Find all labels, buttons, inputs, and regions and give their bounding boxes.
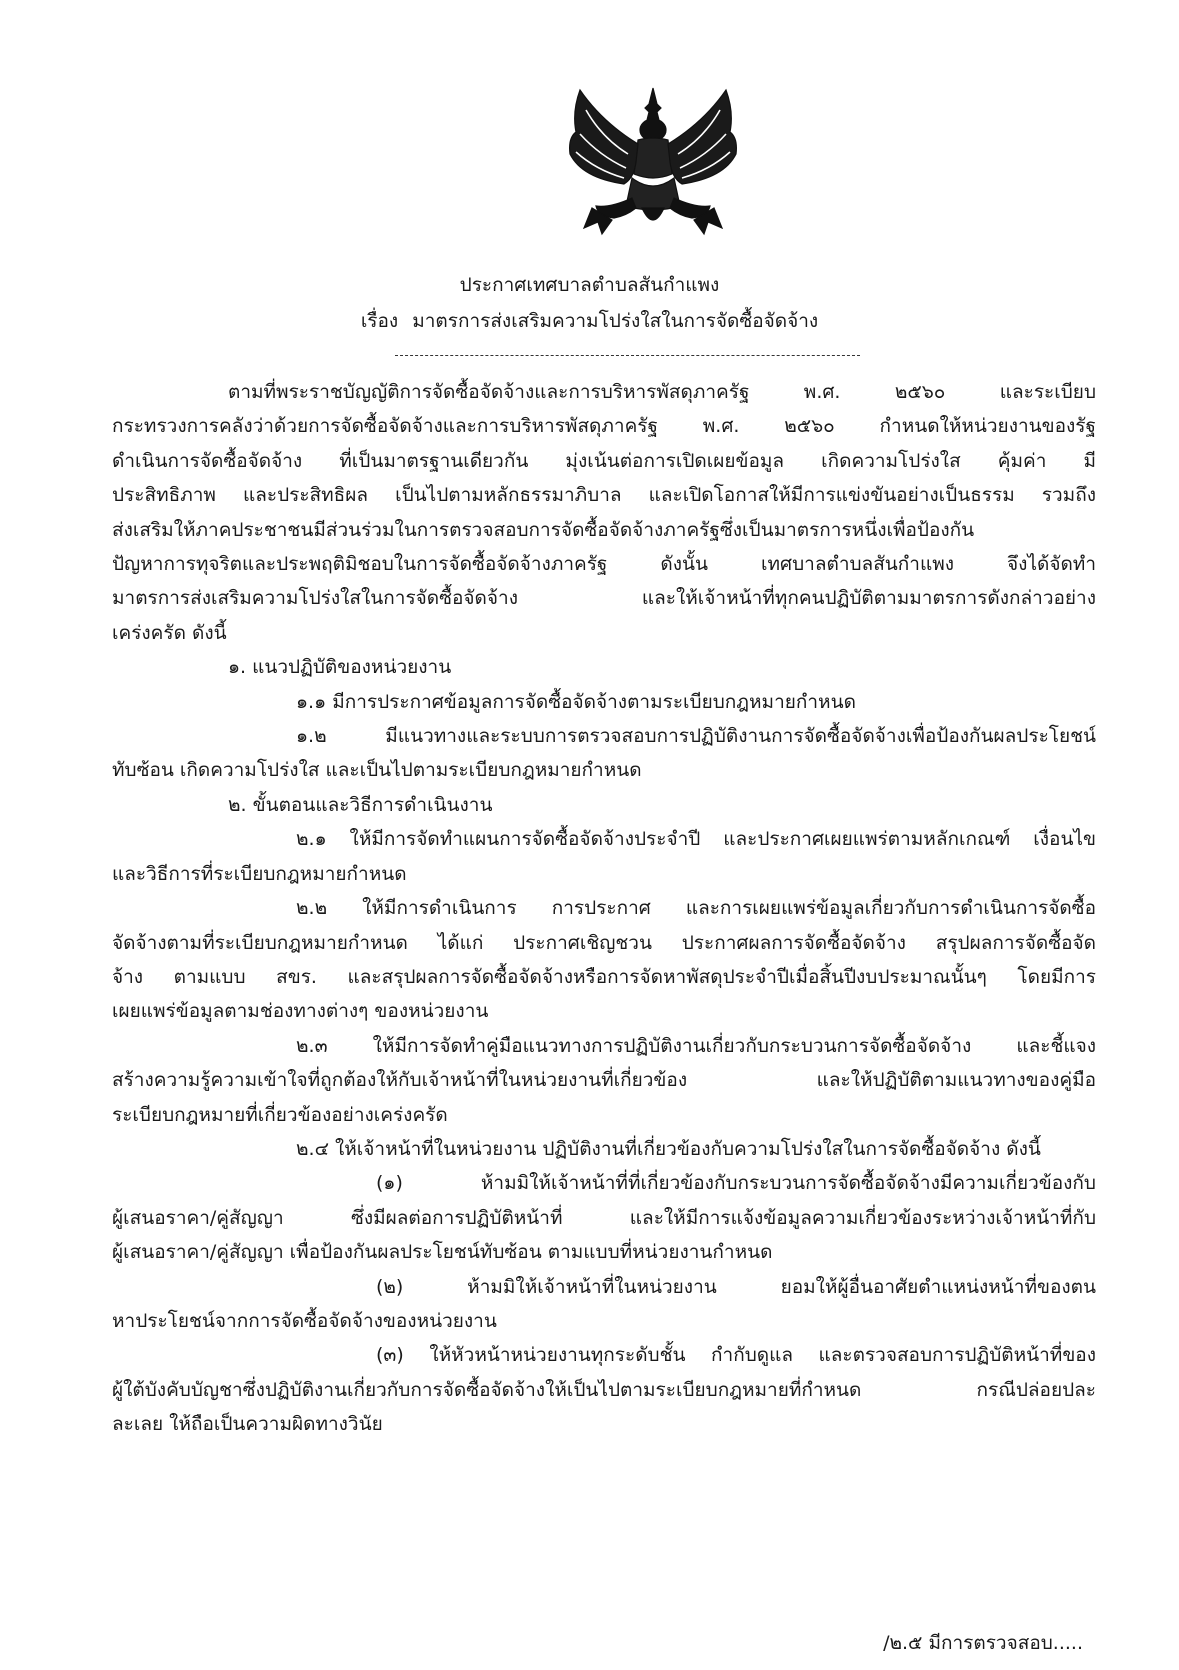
- section2-sub1-line: ผู้เสนอราคา/คู่สัญญา ซึ่งมีผลต่อการปฏิบัติหน้าที่ และให้มีการแจ้งข้อมูลความเกี่ยวข้องระหว่างเจ้าหน้าที่กับ: [112, 1206, 1096, 1229]
- section2-sub2-line: (๒) ห้ามมิให้เจ้าหน้าที่ในหน่วยงาน ยอมให้ผู้อื่นอาศัยตำแหน่งหน้าที่ของตน: [376, 1275, 1096, 1298]
- section1-heading: ๑. แนวปฏิบัติของหน่วยงาน: [228, 656, 452, 679]
- section2-item2-line: ๒.๒ ให้มีการดำเนินการ การประกาศ และการเผยแพร่ข้อมูลเกี่ยวกับการดำเนินการจัดซื้อ: [296, 897, 1096, 920]
- section2-item3-line: สร้างความรู้ความเข้าใจที่ถูกต้องให้กับเจ้าหน้าที่ในหน่วยงานที่เกี่ยวข้อง และให้ปฏิบัติตามแนวทางของคู่มือ: [112, 1069, 1096, 1092]
- section2-sub3-line: ผู้ใต้บังคับบัญชาซึ่งปฏิบัติงานเกี่ยวกับการจัดซื้อจัดจ้างให้เป็นไปตามระเบียบกฎหมายที่กำหนด กรณีปล่อยปละ: [112, 1378, 1096, 1401]
- intro-line: กระทรวงการคลังว่าด้วยการจัดซื้อจัดจ้างและการบริหารพัสดุภาครัฐ พ.ศ. ๒๕๖๐ กำหนดให้หน่วยงานของรัฐ: [112, 415, 1096, 438]
- subject-text: มาตรการส่งเสริมความโปร่งใสในการจัดซื้อจัดจ้าง: [412, 310, 819, 332]
- section2-item3-line: ๒.๓ ให้มีการจัดทำคู่มือแนวทางการปฏิบัติงานเกี่ยวกับกระบวนการจัดซื้อจัดจ้าง และชี้แจง: [296, 1034, 1096, 1057]
- section2-item1-line: ๒.๑ ให้มีการจัดทำแผนการจัดซื้อจัดจ้างประจำปี และประกาศเผยแพร่ตามหลักเกณฑ์ เงื่อนไข: [296, 828, 1096, 851]
- section2-sub2-line: หาประโยชน์จากการจัดซื้อจัดจ้างของหน่วยงาน: [112, 1309, 497, 1332]
- section2-item4: ๒.๔ ให้เจ้าหน้าที่ในหน่วยงาน ปฏิบัติงานที่เกี่ยวข้องกับความโปร่งใสในการจัดซื้อจัดจ้าง ดังนี้: [296, 1137, 1041, 1160]
- document-body: [112, 375, 1096, 1442]
- subject-label: เรื่อง: [360, 310, 399, 332]
- section2-item2-line: จัดจ้างตามที่ระเบียบกฎหมายกำหนด ได้แก่ ประกาศเชิญชวน ประกาศผลการจัดซื้อจัดจ้าง สรุปผลการจัดซื้อจัด: [112, 931, 1096, 954]
- section2-item1-line: และวิธีการที่ระเบียบกฎหมายกำหนด: [112, 862, 407, 885]
- section1-item2-line: ๑.๒ มีแนวทางและระบบการตรวจสอบการปฏิบัติงานการจัดซื้อจัดจ้างเพื่อป้องกันผลประโยชน์: [296, 725, 1096, 748]
- section2-item2-line: จ้าง ตามแบบ สขร. และสรุปผลการจัดซื้อจัดจ้างหรือการจัดหาพัสดุประจำปีเมื่อสิ้นปีงบประมาณนั้นๆ โดยมีการ: [112, 965, 1096, 988]
- section2-sub1-line: ผู้เสนอราคา/คู่สัญญา เพื่อป้องกันผลประโยชน์ทับซ้อน ตามแบบที่หน่วยงานกำหนด: [112, 1241, 773, 1264]
- continuation-note: /๒.๕ มีการตรวจสอบ.....: [883, 1632, 1083, 1654]
- section2-heading: ๒. ขั้นตอนและวิธีการดำเนินงาน: [228, 793, 493, 816]
- section1-item2-line: ทับซ้อน เกิดความโปร่งใส และเป็นไปตามระเบียบกฎหมายกำหนด: [112, 759, 642, 782]
- intro-line: ปัญหาการทุจริตและประพฤติมิชอบในการจัดซื้อจัดจ้างภาครัฐ ดังนั้น เทศบาลตำบลสันกำแพง จึงได้จัดทำ: [112, 553, 1096, 576]
- intro-line: ดำเนินการจัดซื้อจัดจ้าง ที่เป็นมาตรฐานเดียวกัน มุ่งเน้นต่อการเปิดเผยข้อมูล เกิดความโปร่งใส คุ้มค่า มี: [112, 449, 1096, 472]
- section2-sub3-line: (๓) ให้หัวหน้าหน่วยงานทุกระดับชั้น กำกับดูแล และตรวจสอบการปฏิบัติหน้าที่ของ: [376, 1344, 1096, 1367]
- dashed-divider: [395, 355, 860, 356]
- garuda-emblem-icon: [562, 82, 744, 242]
- section2-item2-line: เผยแพร่ข้อมูลตามช่องทางต่างๆ ของหน่วยงาน: [112, 1000, 489, 1023]
- intro-line: เคร่งครัด ดังนี้: [112, 621, 227, 644]
- section2-item3-line: ระเบียบกฎหมายที่เกี่ยวข้องอย่างเคร่งครัด: [112, 1103, 448, 1126]
- announcement-title: ประกาศเทศบาลตำบลสันกำแพง: [459, 274, 720, 296]
- announcement-subject: [0, 306, 1179, 336]
- intro-line: ตามที่พระราชบัญญัติการจัดซื้อจัดจ้างและการบริหารพัสดุภาครัฐ พ.ศ. ๒๕๖๐ และระเบียบ: [228, 381, 1096, 403]
- section1-item1: ๑.๑ มีการประกาศข้อมูลการจัดซื้อจัดจ้างตามระเบียบกฎหมายกำหนด: [296, 690, 856, 713]
- section2-sub1-line: (๑) ห้ามมิให้เจ้าหน้าที่ที่เกี่ยวข้องกับกระบวนการจัดซื้อจัดจ้างมีความเกี่ยวข้องกับ: [376, 1172, 1096, 1195]
- intro-line: มาตรการส่งเสริมความโปร่งใสในการจัดซื้อจัดจ้าง และให้เจ้าหน้าที่ทุกคนปฏิบัติตามมาตรการดังกล่าวอย่าง: [112, 587, 1096, 610]
- intro-line: ส่งเสริมให้ภาคประชาชนมีส่วนร่วมในการตรวจสอบการจัดซื้อจัดจ้างภาครัฐซึ่งเป็นมาตรการหนึ่งเพื่อป้องกัน: [112, 518, 975, 541]
- intro-line: ประสิทธิภาพ และประสิทธิผล เป็นไปตามหลักธรรมาภิบาล และเปิดโอกาสให้มีการแข่งขันอย่างเป็นธรรม รวมถึง: [112, 484, 1096, 507]
- section2-sub3-line: ละเลย ให้ถือเป็นความผิดทางวินัย: [112, 1413, 383, 1436]
